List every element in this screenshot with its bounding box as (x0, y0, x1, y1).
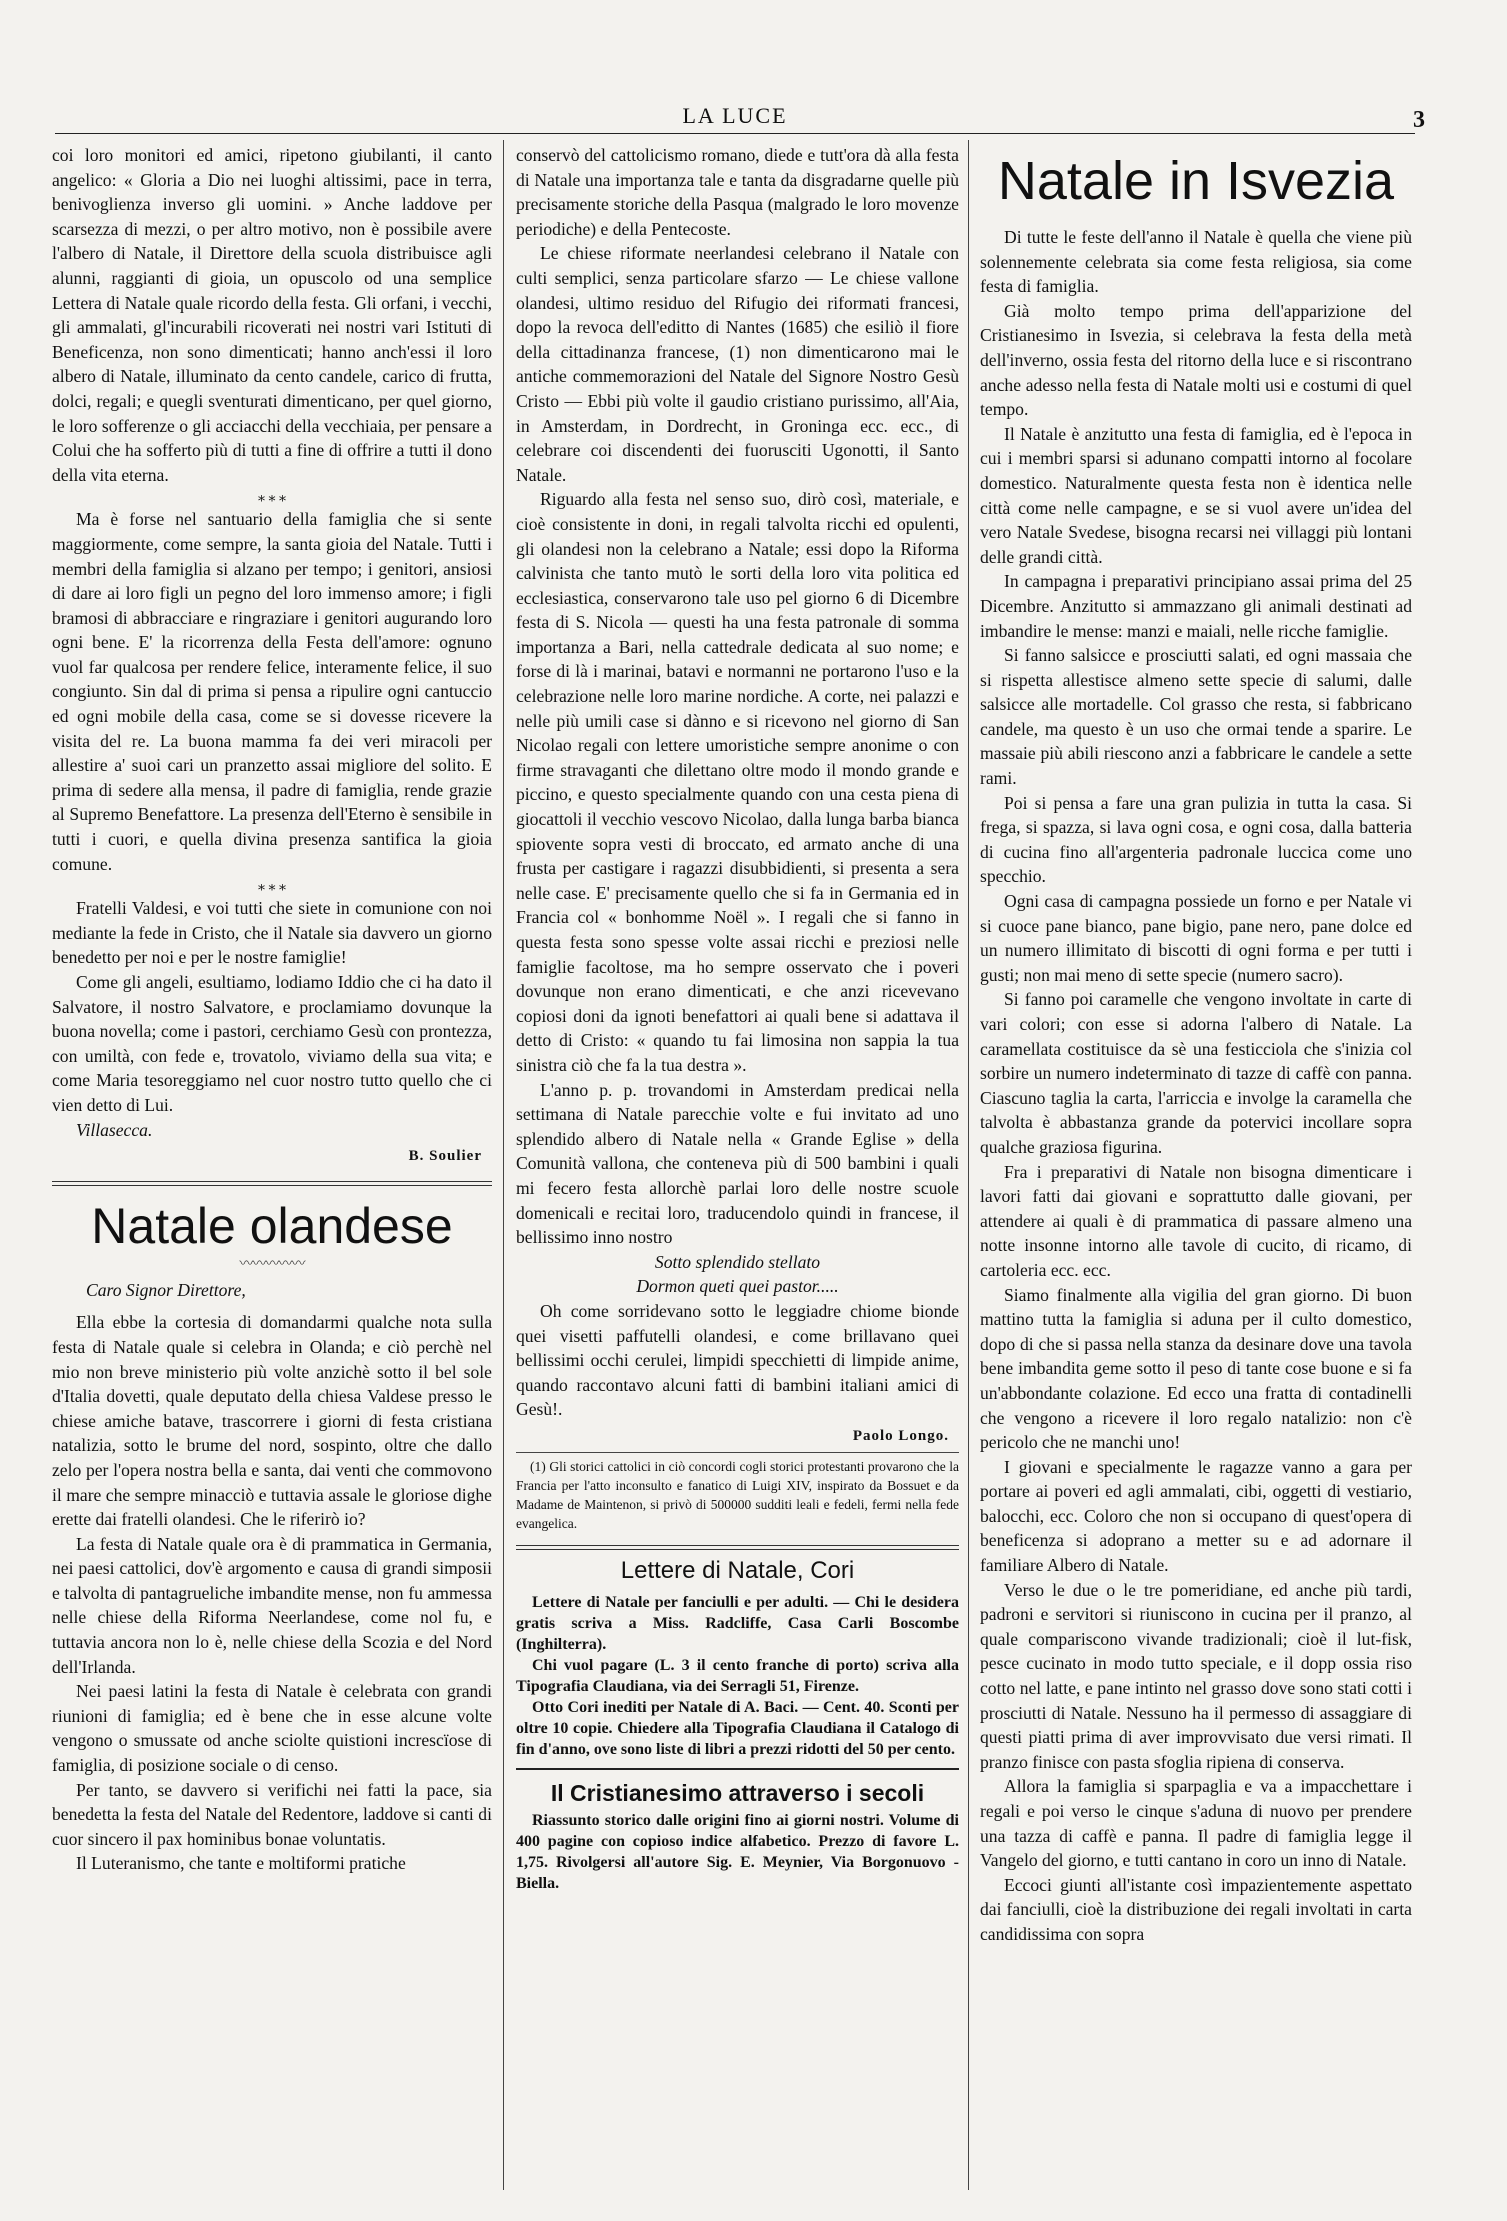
column-1 (52, 143, 492, 1876)
article-paragraph: Oh come sorridevano sotto le leggiadre chiome bionde quei visetti paffutelli olandesi, e come brillavano quei bellissimi occhi cerulei, limpidi specchietti di limpide anime, quando raccontavo alcuni fatti di bambini italiani amici di Gesù!. (516, 1300, 959, 1420)
dateline-place: Villasecca. (76, 1119, 153, 1140)
author-signature: Paolo Longo. (852, 1427, 949, 1444)
article-paragraph: Ogni casa di campagna possiede un forno e per Natale vi si cuoce pane bianco, pane bigio, pane nero, pane dolce ed un numero illimitato di biscotti di ogni forma e per tutti i gusti; non mai meno di sette specie (numero sacro). (980, 891, 1412, 985)
article-paragraph: Siamo finalmente alla vigilia del gran giorno. Di buon mattino tutta la famiglia si aduna per il culto domestico, dopo di che si passa nella stanza da desinare dove una tavola bene imbandita geme sotto il peso di tante cose buone e si fa un'abbondante colazione. Ed ecco una fratta di contadinelli che vengono a ricevere il loro regalo natalizio: non c'è pericolo che ne manchi uno! (980, 1284, 1412, 1453)
article-paragraph: Già molto tempo prima dell'apparizione del Cristianesimo in Isvezia, si celebrava la festa della metà dell'inverno, ossia festa del ritorno della luce e si riscontrano anche adesso nella festa di Natale molti usi e costumi di quel tempo. (980, 300, 1412, 420)
advert-title: Lettere di Natale, Cori (620, 1557, 855, 1585)
article-paragraph: Allora la famiglia si sparpaglia e va a impacchettare i regali e poi verso le cinque s'aduna di nuovo per prendere una tazza di caffè e panna. Il padre di famiglia legge il Vangelo del giorno, e tutti cantano in coro un inno di Natale. (980, 1776, 1412, 1871)
article-paragraph: Si fanno poi caramelle che vengono involtate in carte di vari colori; con esse si adorna l'albero di Natale. La caramellata costituisce da sè una festicciola che s'inizia col sorbire un numero indeterminato di tazze di caffè con panna. Ciascuno taglia la carta, l'arriccia e involge la caramella che talvolta è abbastanza grande da potervici incollare sopra qualche graziosa figurina. (980, 989, 1412, 1157)
salutation: Caro Signor Direttore, (86, 1279, 246, 1300)
article-paragraph: Il Natale è anzitutto una festa di famiglia, ed è l'epoca in cui i membri sparsi si adunano compatti intorno al focolare domestico. Naturalmente questa festa non è identica nelle città come nelle campagne, e se si vuol avere un'idea del vero Natale Svedese, bisogna recarsi nei villaggi più lontani delle grandi città. (980, 423, 1412, 567)
section-separator: ⁎ ⁎ ⁎ (258, 490, 286, 506)
advert-paragraph: Chi vuol pagare (L. 3 il cento franche di porto) scriva alla Tipografia Claudiana, via dei Serragli 51, Firenze. (516, 1657, 959, 1696)
article-paragraph: coi loro monitori ed amici, ripetono giubilanti, il canto angelico: « Gloria a Dio nei luoghi altissimi, pace in terra, benivoglienza inverso gli uomini. » Anche laddove per scarsezza di mezzi, o per altro motivo, non è possibile avere l'albero di Natale, il Direttore della scuola distribuisce agli alunni, raggianti di gioia, un opuscolo od una semplice Lettera di Natale quale ricordo della festa. Gli orfani, i vecchi, gli ammalati, gl'incurabili ricoverati nei nostri vari Istituti di Beneficenza, non sono dimenticati; hanno anch'essi il loro albero di Natale, illuminato da cento candele, carico di frutta, dolci, regali; e quegli sventurati dimenticano, per quel giorno, le loro sofferenze o gli acciacchi della vecchiaia, per pensare a Colui che ha sofferto più di tutti a fine di offrire a tutti il dono della vita eterna. (52, 145, 492, 485)
author-signature: B. Soulier (408, 1148, 482, 1165)
article-paragraph: Come gli angeli, esultiamo, lodiamo Iddio che ci ha dato il Salvatore, il nostro Salvatore, e proclamiamo dovunque la buona novella; come i pastori, cerchiamo Gesù con prontezza, con umiltà, con fede e, trovatolo, viviamo della sua vita; e come Maria tesoreggiamo nel cuor nostro tutto quello che ci vien detto di Lui. (52, 972, 492, 1115)
hymn-verse-line: Dormon queti quei pastor..... (636, 1276, 839, 1297)
hymn-verse-line: Sotto splendido stellato (654, 1251, 821, 1272)
column-2 (516, 143, 959, 1894)
advert-paragraph: Riassunto storico dalle origini fino ai giorni nostri. Volume di 400 pagine con copioso indice alfabetico. Prezzo di favore L. 1,75. Rivolgersi all'autore Sig. E. Meynier, Via Borgonuovo - Biella. (516, 1812, 959, 1893)
article-paragraph: Ma è forse nel santuario della famiglia che si sente maggiormente, come sempre, la santa gioia del Natale. Tutti i membri della famiglia si alzano per tempo; i genitori, ansiosi di dare ai loro figli un pegno del loro immenso amore; i figli bramosi di abbracciare e ringraziare i genitori augurando loro ogni bene. E' la ricorrenza della Festa dell'amore: ognuno vuol far qualcosa per rendere felice, interamente felice, il suo congiunto. Sin dal di prima si pensa a ripulire ogni cantuccio ed ogni mobile della casa, come se si dovesse ricevere la visita del re. La buona mamma fa dei veri miracoli per allestire a' suoi cari un pranzetto assai migliore del solito. E prima di sedere alla mensa, il padre di famiglia, rende grazie al Supremo Benefattore. La presenza dell'Eterno è sensibile in tutti i cuori, e quella divina presenza santifica la gioia comune. (52, 509, 492, 874)
double-rule (516, 1545, 959, 1550)
article-paragraph: Fra i preparativi di Natale non bisogna dimenticare i lavori fatti dai giovani e soprattutto dalle giovani, per attendere ai quali è di prammatica di passare almeno una notte insonne intorno alle tavole di cucito, di ricamo, di cartoleria ecc. ecc. (980, 1161, 1412, 1280)
article-paragraph: Ella ebbe la cortesia di domandarmi qualche nota sulla festa di Natale quale si celebra in Olanda; e ciò perchè nel mio non breve ministerio più volte anzichè sotto il bel sole d'Italia dovetti, quale deputato della chiesa Valdese presso le chiese amiche batave, trascorrere i giorni di festa cristiana natalizia, sotto le brume del nord, sospinto, oltre che dallo zelo per l'opera nostra bella e santa, dai venti che commovono il mare che sempre minacciò e tuttavia assale le gloriose dighe erette dai fratelli olandesi. Che le riferirò io? (52, 1312, 492, 1530)
newspaper-title: LA LUCE (682, 103, 788, 128)
article-paragraph: Si fanno salsicce e prosciutti salati, ed ogni massaia che si rispetta allestisce almeno sette specie di salumi, dalle salsicce alle mortadelle. Col grasso che resta, si fabbricano candele, ma questo è un uso che ormai tende a sparire. Le massaie più abili riescono anzi a fabbricare le candele a sette rami. (980, 645, 1412, 789)
advert-paragraph: Lettere di Natale per fanciulli e per adulti. — Chi le desidera gratis scriva a Miss. Radcliffe, Casa Carli Boscombe (Inghilterra). (516, 1594, 959, 1654)
column-divider (503, 140, 504, 2190)
article-paragraph: Fratelli Valdesi, e voi tutti che siete in comunione con noi mediante la fede in Cristo, che il Natale sia davvero un giorno benedetto per noi e per le nostre famiglie! (52, 898, 492, 968)
ornament-rule: 〰〰〰〰〰 (239, 1256, 305, 1272)
footnote (516, 1452, 959, 1533)
article-paragraph: Il Luteranismo, che tante e moltiformi pratiche (76, 1853, 406, 1874)
article-paragraph: Verso le due o le tre pomeridiane, ed anche più tardi, padroni e servitori si riuniscono in cucina per il pranzo, al quale compariscono vivande tradizionali; cioè il lut-fisk, pesce cucinato in modo tutto speciale, e il dopp ossia riso cotto nel latte, e pane intinto nel grasso dove sono stati cotti i prosciutti di Natale. Nessuno ha il permesso di assaggiare di questi piatti prima di aver improvvisato due versi rimati. Il pranzo finisce con pasta sfoglia ripiena di conserva. (980, 1579, 1412, 1772)
article-paragraph: Nei paesi latini la festa di Natale è celebrata con grandi riunioni di famiglia; ed è bene che in esse alcune volte vengono o smussate od anche sciolte quistioni increscïose di famiglia, di posizione sociale o di censo. (52, 1681, 492, 1776)
section-separator: ⁎ ⁎ ⁎ (258, 879, 286, 895)
article-paragraph: Riguardo alla festa nel senso suo, dirò così, materiale, e cioè consistente in doni, in regali talvolta ricchi ed opulenti, gli olandesi non la celebrano a Natale; essi dopo la Riforma calvinista che tanto mutò le sorti della loro vita politica ed ecclesiastica, conservarono tale uso pel giorno 6 di Dicembre festa di S. Nicola — questi ha una festa patronale di somma importanza a Bari, nella cattedrale dedicata al suo nome; e forse di là i marinai, batavi e normanni ne portarono l'uso e la celebrazione nelle loro marine nordiche. A corte, nei palazzi e nelle più umili case si dànno e si ricevono nel giorno di San Nicolao regali con lettere umoristiche sempre anonime o con firme stravaganti che dilettano oltre modo il mondo grande e piccino, e questo specialmente quando con una cesta piena di giocattoli il vecchio vescovo Nicolao, dalla lunga barba bianca spiovente sopra vesti di broccato, ed armato anche di una frusta per castigare i ragazzi disubbidienti, si presenta a sera nelle case. E' precisamente quello che si fa in Germania ed in Francia col « bonhomme Noël ». I regali che si fanno in questa festa sono spesse volte assai ricchi e preziosi nelle famiglie facoltose, ma ho sempre osservato che i poveri dovunque non erano dimenticati, e che anzi ricevevano copiosi doni da ignoti benefattori ai quali bene si adattava il detto di Cristo: « quando tu fai limosina non sappia la tua sinistra ciò che fa la tua destra ». (516, 489, 959, 1075)
article-paragraph: Eccoci giunti all'istante così impazientemente aspettato dai fanciulli, cioè la distribuzione dei regali involtati in carta candidissima con sopra (980, 1874, 1412, 1944)
double-rule (52, 1181, 492, 1186)
article-paragraph: In campagna i preparativi principiano assai prima del 25 Dicembre. Anzitutto si ammazzano gli animali destinati ad imbandire le mense: manzi e maiali, nelle ricche famiglie. (980, 571, 1412, 641)
column-3 (980, 143, 1412, 1947)
column-divider (968, 140, 969, 2190)
article-headline: Natale in Isvezia (997, 151, 1395, 211)
article-paragraph: I giovani e specialmente le ragazze vanno a gara per portare ai poveri ed agli ammalati, cibi, oggetti di vestiario, balocchi, ecc. Coloro che non si occupano di quest'opera di beneficenza si adoprano a metter su e ad adornare il familiare Albero di Natale. (980, 1456, 1412, 1576)
article-paragraph: La festa di Natale quale ora è di prammatica in Germania, nei paesi cattolici, dov'è argomento e causa di grandi simposii e talvolta di pantagrueliche imbandite mense, non fu ammessa nelle chiese della Riforma Neerlandese, come nol fu, e tuttavia ancora non lo è, nelle chiese della Scozia e del Nord dell'Irlanda. (52, 1533, 492, 1677)
article-paragraph: Poi si pensa a fare una gran pulizia in tutta la casa. Si frega, si spazza, si lava ogni cosa, e ogni cosa, dalla batteria di cucina fino all'argenteria padronale luccica come uno specchio. (980, 792, 1412, 887)
article-paragraph: L'anno p. p. trovandomi in Amsterdam predicai nella settimana di Natale parecchie volte e fui invitato ad uno splendido albero di Natale nella « Grande Eglise » della Comunità vallona, che conteneva più di 500 bambini i quali mi fecero festa allorchè parlai loro delle nostre scuole domenicali e recitai loro, traducendolo quindi in francese, il bellissimo inno nostro (516, 1079, 959, 1248)
footnote-text: (1) Gli storici cattolici in ciò concordi cogli storici protestanti provarono che la Francia per l'atto inconsulto e fanatico di Luigi XIV, inspirato da Bossuet e da Madame de Maintenon, si privò di 500000 sudditi leali e fedeli, fermi nella fede evangelica. (516, 1459, 959, 1532)
masthead (55, 103, 1425, 134)
article-headline: Natale olandese (91, 1197, 453, 1254)
advert-body (516, 1592, 959, 1760)
article-paragraph: Per tanto, se davvero si verifichi nei fatti la pace, sia benedetta la festa del Natale del Redentore, laddove si canti di cuor sincero il pax hominibus bonae voluntatis. (52, 1779, 492, 1849)
article-paragraph: Di tutte le feste dell'anno il Natale è quella che viene più solennemente celebrata sia come festa religiosa, sia come festa di famiglia. (980, 227, 1412, 297)
article-paragraph: Le chiese riformate neerlandesi celebrano il Natale con culti semplici, senza particolare sfarzo — Le chiese vallone olandesi, ultimo residuo del Rifugio dei riformati francesi, dopo la revoca dell'editto di Nantes (1685) che esiliò il fiore della cittadinanza francese, (1) non dimenticarono mai le antiche commemorazioni del Natale del Signore Nostro Gesù Cristo — Ebbi più volte il gaudio cristiano purissimo, all'Aia, in Amsterdam, in Dordrecht, in Groninga ecc. ecc., di celebrare coi discendenti dei fuorusciti Ugonotti, il Santo Natale. (516, 243, 959, 485)
advert-body (516, 1810, 959, 1894)
advert-paragraph: Otto Cori inediti per Natale di A. Baci. — Cent. 40. Sconti per oltre 10 copie. Chiedere alla Tipografia Claudiana il Catalogo di fin d'anno, ove sono liste di libri a prezzi ridotti del 50 per cento. (516, 1699, 959, 1759)
article-paragraph: conservò del cattolicismo romano, diede e tutt'ora dà alla festa di Natale una importanza tale e tanta da disgradarne quelle più precisamente storiche della Pasqua (malgrado le loro movenze periodiche) e della Pentecoste. (516, 145, 959, 239)
advert-title: Il Cristianesimo attraverso i secoli (516, 1768, 959, 1808)
page-number: 3 (1413, 107, 1425, 133)
